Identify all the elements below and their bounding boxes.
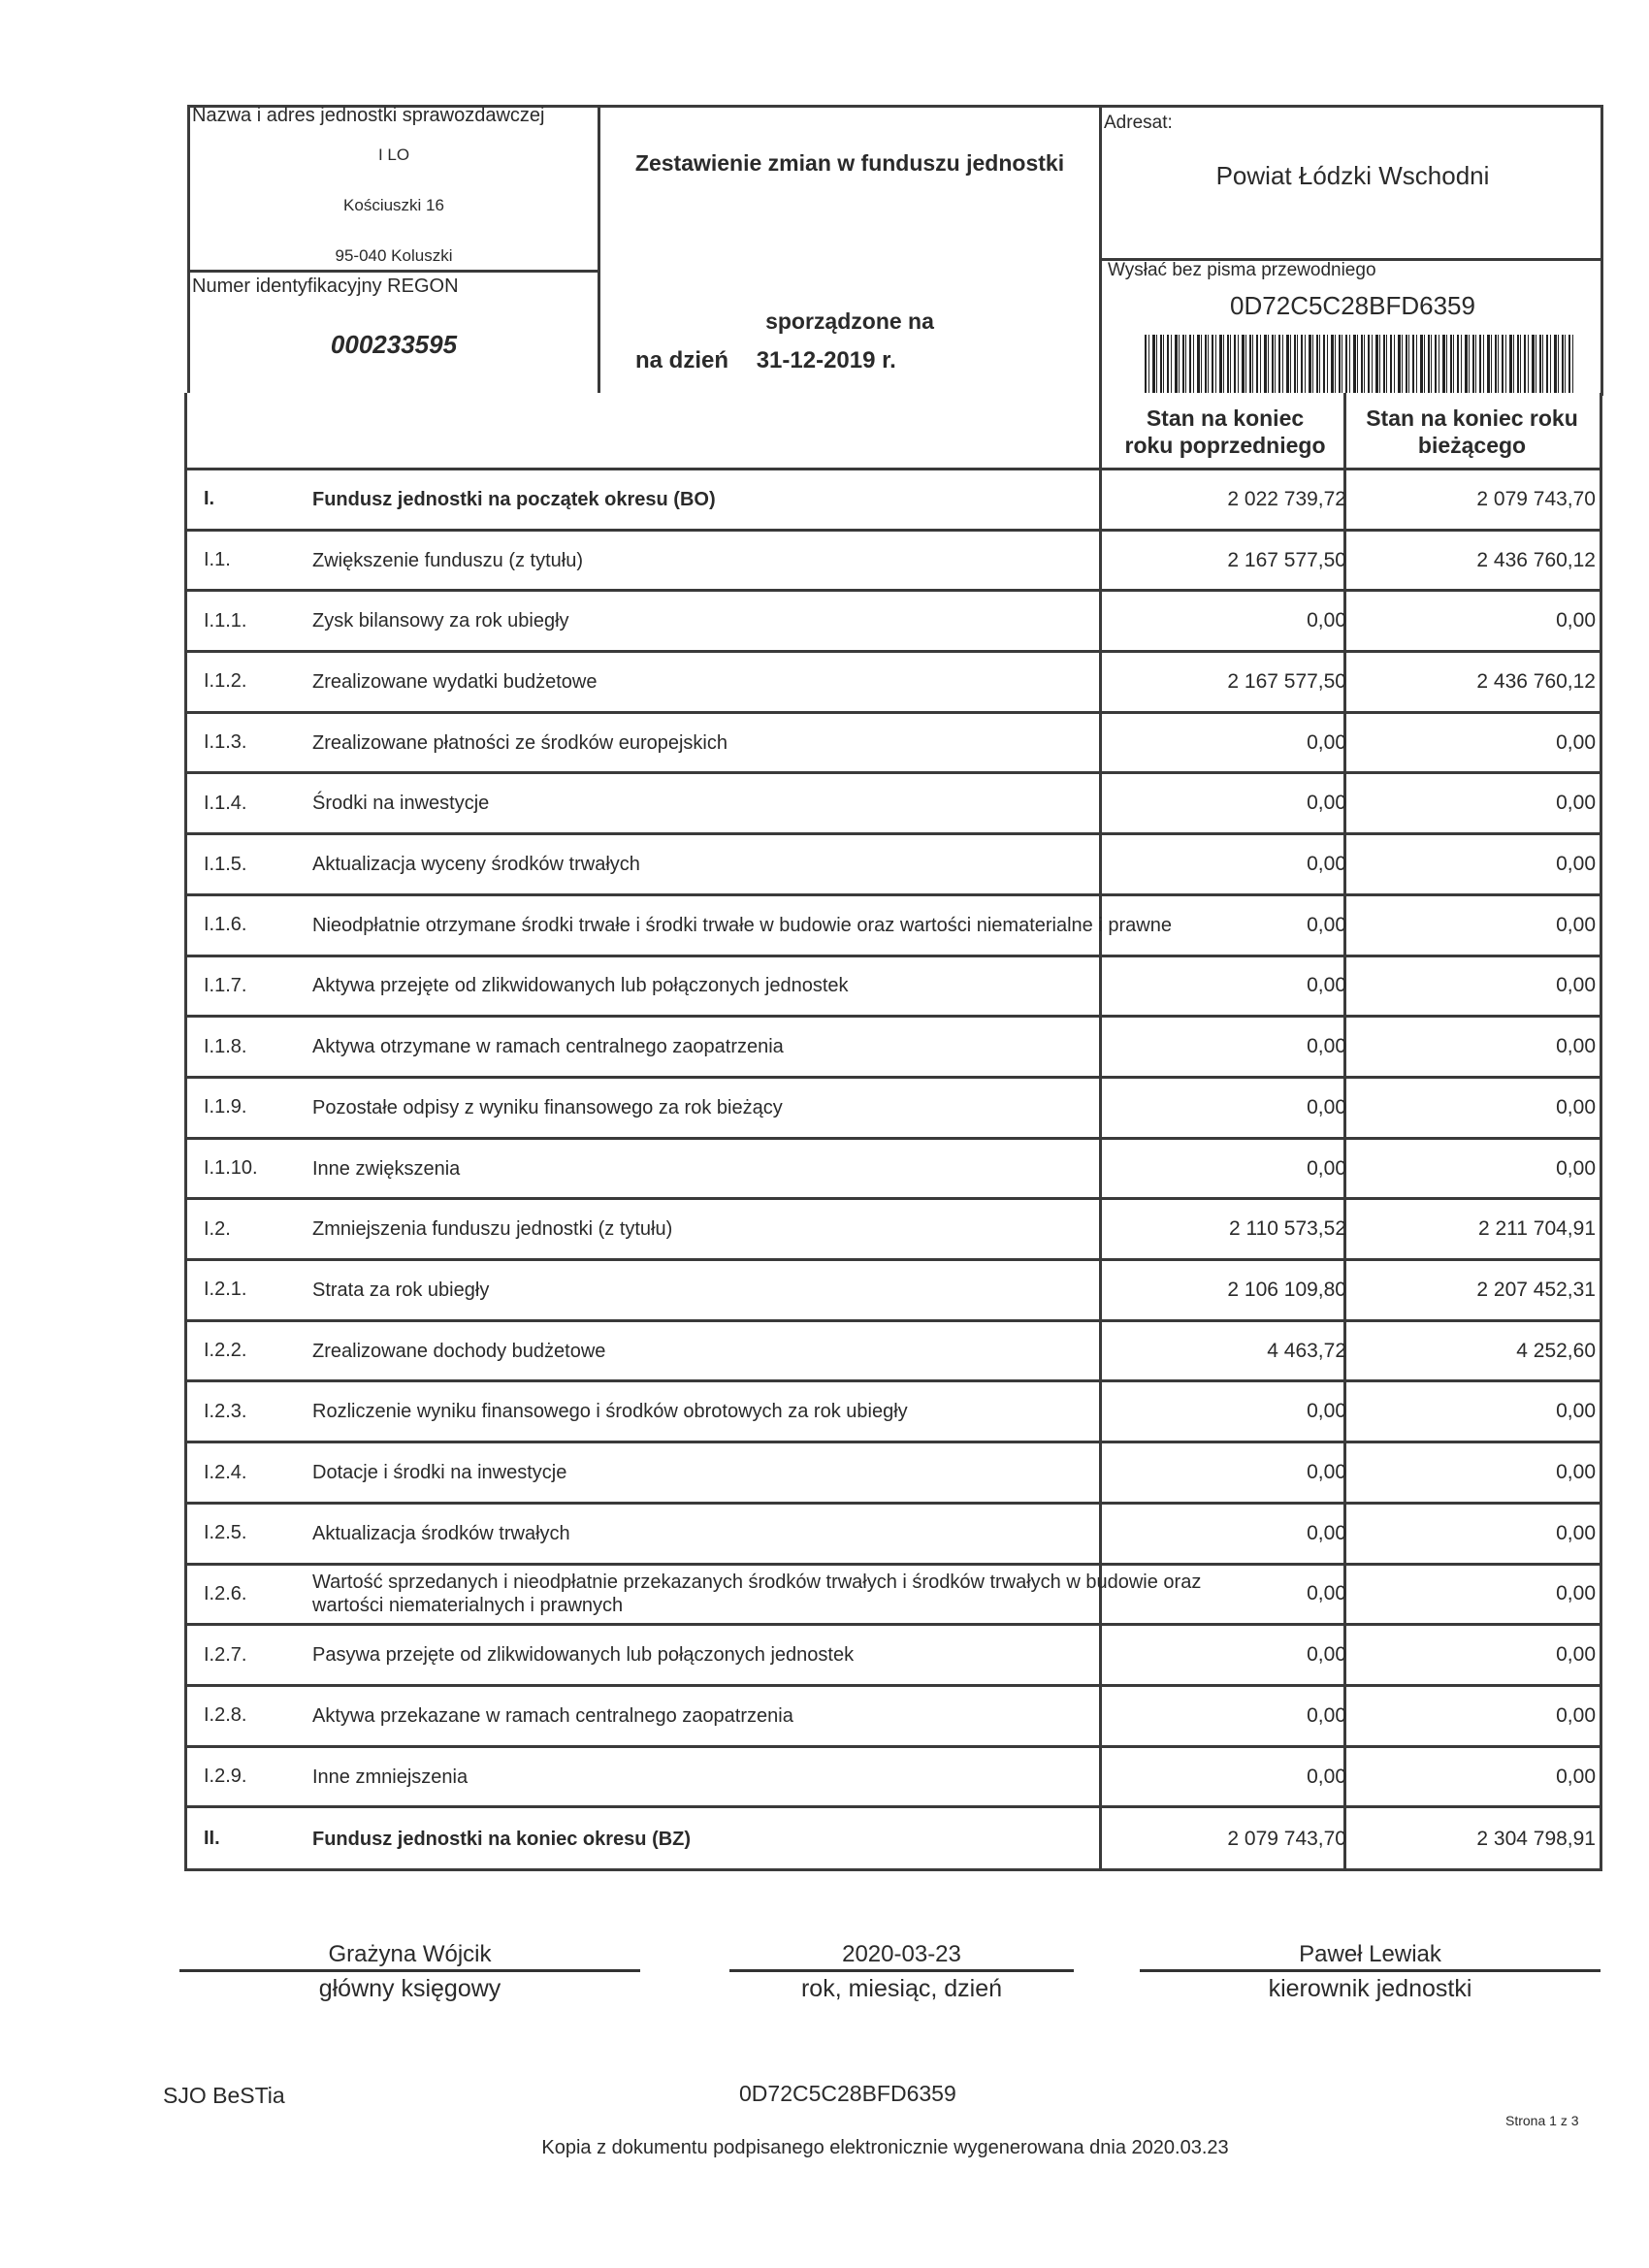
row-value-current-year: 2 436 760,12: [1476, 669, 1596, 693]
row-code: I.2.1.: [204, 1279, 247, 1301]
row-value-current-year: 0,00: [1556, 1400, 1596, 1423]
table-row: [184, 532, 1602, 593]
row-code: I.1.10.: [204, 1157, 258, 1180]
row-description: Inne zmniejszenia: [312, 1766, 469, 1788]
table-row: [184, 714, 1602, 775]
row-value-previous-year: 2 079 743,70: [1227, 1827, 1346, 1850]
row-code: I.1.: [204, 549, 231, 571]
signature-date-role: rok, miesiąc, dzień: [800, 1975, 1003, 2002]
row-value-current-year: 2 304 798,91: [1476, 1827, 1596, 1850]
row-code: I.1.4.: [204, 792, 247, 814]
table-row: [184, 1443, 1602, 1505]
table-row: [184, 896, 1602, 957]
row-value-current-year: 0,00: [1556, 974, 1596, 997]
row-description: Aktywa przejęte od zlikwidowanych lub połączonych jednostek: [312, 975, 849, 997]
header-divider: [598, 105, 600, 396]
accountant-role: główny księgowy: [318, 1975, 501, 2002]
row-description: Środki na inwestycje: [312, 793, 490, 815]
table-row: [184, 653, 1602, 714]
row-code: I.2.2.: [204, 1340, 247, 1362]
row-description: Zwiększenie funduszu (z tytułu): [312, 549, 584, 571]
table-row: [184, 1748, 1602, 1809]
row-value-current-year: 0,00: [1556, 1156, 1596, 1180]
manager-role: kierownik jednostki: [1268, 1975, 1472, 2002]
row-value-current-year: 0,00: [1556, 1643, 1596, 1667]
footer-document-code: 0D72C5C28BFD6359: [739, 2081, 956, 2106]
row-value-current-year: 0,00: [1556, 1461, 1596, 1484]
row-description: Zrealizowane płatności ze środków europejskich: [312, 731, 728, 754]
column-header-current-year: Stan na koniec roku bieżącego: [1366, 405, 1578, 458]
report-title: Zestawienie zmian w funduszu jednostki: [634, 150, 1065, 176]
row-code: I.2.6.: [204, 1582, 247, 1604]
send-note: Wysłać bez pisma przewodniego: [1108, 260, 1376, 280]
row-description: Zrealizowane wydatki budżetowe: [312, 670, 598, 693]
row-code: I.1.5.: [204, 853, 247, 875]
table-row: [184, 1018, 1602, 1079]
row-code: I.2.4.: [204, 1461, 247, 1483]
row-value-current-year: 2 211 704,91: [1477, 1217, 1596, 1241]
row-description: Zmniejszenia funduszu jednostki (z tytułu): [312, 1218, 673, 1241]
row-value-current-year: 0,00: [1556, 1765, 1596, 1788]
row-code: I.2.: [204, 1217, 231, 1240]
row-value-previous-year: 2 167 577,50: [1227, 548, 1346, 571]
row-value-previous-year: 0,00: [1307, 1461, 1346, 1484]
row-code: I.1.2.: [204, 670, 247, 693]
row-description: Aktualizacja wyceny środków trwałych: [312, 854, 640, 876]
row-value-previous-year: 0,00: [1307, 1156, 1346, 1180]
row-description: Strata za rok ubiegły: [312, 1279, 490, 1301]
row-value-previous-year: 0,00: [1307, 1035, 1346, 1058]
signature-date: 2020-03-23: [842, 1941, 961, 1967]
row-value-previous-year: 4 463,72: [1267, 1339, 1346, 1362]
row-value-previous-year: 0,00: [1307, 1521, 1346, 1544]
row-value-previous-year: 0,00: [1307, 913, 1346, 936]
row-value-previous-year: 0,00: [1307, 853, 1346, 876]
header-divider: [1099, 105, 1102, 396]
row-value-current-year: 2 436 760,12: [1476, 548, 1596, 571]
page-info: Strona 1 z 3: [1505, 2113, 1579, 2128]
row-code: I.2.5.: [204, 1522, 247, 1544]
row-value-previous-year: 2 106 109,80: [1227, 1278, 1346, 1301]
row-description: Dotacje i środki na inwestycje: [312, 1462, 567, 1484]
addressee-label: Adresat:: [1104, 113, 1173, 133]
row-value-previous-year: 0,00: [1307, 1582, 1346, 1605]
row-value-previous-year: 2 022 739,72: [1227, 487, 1346, 510]
signature-line: [1140, 1969, 1600, 1972]
row-value-previous-year: 0,00: [1307, 792, 1346, 815]
row-value-current-year: 0,00: [1556, 1035, 1596, 1058]
row-description: Pasywa przejęte od zlikwidowanych lub połączonych jednostek: [312, 1644, 855, 1667]
row-value-previous-year: 0,00: [1307, 1400, 1346, 1423]
table-row: [184, 1140, 1602, 1201]
table-row: [184, 1079, 1602, 1140]
unit-name: I LO: [377, 146, 410, 164]
row-value-current-year: 0,00: [1556, 730, 1596, 754]
row-description: Rozliczenie wyniku finansowego i środków obrotowych za rok ubiegły: [312, 1401, 908, 1423]
date-value: 31-12-2019 r.: [756, 347, 896, 373]
document-code: 0D72C5C28BFD6359: [1230, 291, 1475, 320]
addressee-value: Powiat Łódzki Wschodni: [1215, 161, 1490, 190]
accountant-name: Grażyna Wójcik: [328, 1941, 492, 1967]
row-description: Aktualizacja środków trwałych: [312, 1522, 570, 1544]
row-value-previous-year: 0,00: [1307, 730, 1346, 754]
table-row: [184, 592, 1602, 653]
row-code: I.: [204, 488, 215, 510]
row-value-previous-year: 2 167 577,50: [1227, 669, 1346, 693]
row-value-current-year: 0,00: [1556, 792, 1596, 815]
table-row: [184, 1200, 1602, 1261]
row-value-current-year: 2 079 743,70: [1476, 487, 1596, 510]
row-value-previous-year: 0,00: [1307, 1095, 1346, 1118]
barcode: [1145, 335, 1576, 393]
table-row: [184, 1383, 1602, 1444]
table-row: [184, 1626, 1602, 1687]
copy-note: Kopia z dokumentu podpisanego elektronicznie wygenerowana dnia 2020.03.23: [541, 2137, 1229, 2158]
table-row: [184, 957, 1602, 1019]
row-value-current-year: 0,00: [1556, 1095, 1596, 1118]
regon-value: 000233595: [330, 330, 458, 359]
signature-line: [179, 1969, 640, 1972]
table-row: [184, 775, 1602, 836]
row-description: Pozostałe odpisy z wyniku finansowego za rok bieżący: [312, 1096, 783, 1118]
row-value-current-year: 4 252,60: [1516, 1339, 1596, 1362]
row-value-previous-year: 0,00: [1307, 1765, 1346, 1788]
row-value-current-year: 0,00: [1556, 1703, 1596, 1727]
regon-label: Numer identyfikacyjny REGON: [192, 275, 459, 297]
row-code: I.2.7.: [204, 1643, 247, 1666]
row-description: Fundusz jednostki na początek okresu (BO): [312, 488, 716, 510]
row-code: I.1.8.: [204, 1035, 247, 1057]
prepared-on-label: sporządzone na: [765, 308, 934, 334]
row-code: I.1.3.: [204, 731, 247, 754]
row-description: Wartość sprzedanych i nieodpłatnie przekazanych środków trwałych i środków trwałych w budowie oraz wartości niematerialnych i prawnych: [312, 1571, 1202, 1617]
row-code: I.1.6.: [204, 914, 247, 936]
unit-street: Kościuszki 16: [343, 196, 444, 214]
column-header-previous-year: Stan na koniec roku poprzedniego: [1124, 405, 1326, 458]
row-description: Fundusz jednostki na koniec okresu (BZ): [312, 1828, 692, 1850]
row-description: Aktywa przekazane w ramach centralnego zaopatrzenia: [312, 1704, 793, 1727]
row-code: I.2.8.: [204, 1704, 247, 1727]
date-prefix: na dzień: [635, 347, 729, 373]
row-code: II.: [204, 1828, 220, 1850]
table-row: [184, 1566, 1602, 1627]
row-code: I.1.7.: [204, 974, 247, 996]
row-value-current-year: 0,00: [1556, 609, 1596, 632]
row-code: I.1.9.: [204, 1096, 247, 1118]
table-row: [184, 1505, 1602, 1566]
row-code: I.1.1.: [204, 609, 247, 632]
table-header-row: [184, 393, 1602, 470]
row-value-current-year: 0,00: [1556, 913, 1596, 936]
row-value-previous-year: 0,00: [1307, 974, 1346, 997]
row-description: Inne zwiększenia: [312, 1157, 461, 1180]
manager-name: Paweł Lewiak: [1299, 1941, 1441, 1967]
row-code: I.2.9.: [204, 1766, 247, 1788]
row-value-previous-year: 2 110 573,52: [1228, 1217, 1346, 1241]
row-value-previous-year: 0,00: [1307, 1643, 1346, 1667]
table-row: [184, 1322, 1602, 1383]
table-row: [184, 470, 1602, 532]
table-row: [184, 835, 1602, 896]
row-value-current-year: 0,00: [1556, 1582, 1596, 1605]
unit-label: Nazwa i adres jednostki sprawozdawczej: [192, 105, 545, 126]
row-description: Nieodpłatnie otrzymane środki trwałe i środki trwałe w budowie oraz wartości niematerialne i prawne: [312, 914, 1172, 936]
table-row: [184, 1261, 1602, 1322]
row-description: Zrealizowane dochody budżetowe: [312, 1340, 606, 1362]
row-value-current-year: 0,00: [1556, 1521, 1596, 1544]
table-row: [184, 1808, 1602, 1869]
report-date: [635, 347, 896, 374]
unit-city: 95-040 Koluszki: [335, 246, 453, 265]
header-divider: [187, 270, 599, 273]
table-row: [184, 1687, 1602, 1748]
row-description: Zysk bilansowy za rok ubiegły: [312, 610, 569, 632]
row-value-current-year: 0,00: [1556, 853, 1596, 876]
row-value-previous-year: 0,00: [1307, 1703, 1346, 1727]
row-value-current-year: 2 207 452,31: [1476, 1278, 1596, 1301]
row-value-previous-year: 0,00: [1307, 609, 1346, 632]
signature-line: [729, 1969, 1074, 1972]
system-name: SJO BeSTia: [163, 2083, 285, 2108]
row-description: Aktywa otrzymane w ramach centralnego zaopatrzenia: [312, 1036, 784, 1058]
row-code: I.2.3.: [204, 1400, 247, 1422]
